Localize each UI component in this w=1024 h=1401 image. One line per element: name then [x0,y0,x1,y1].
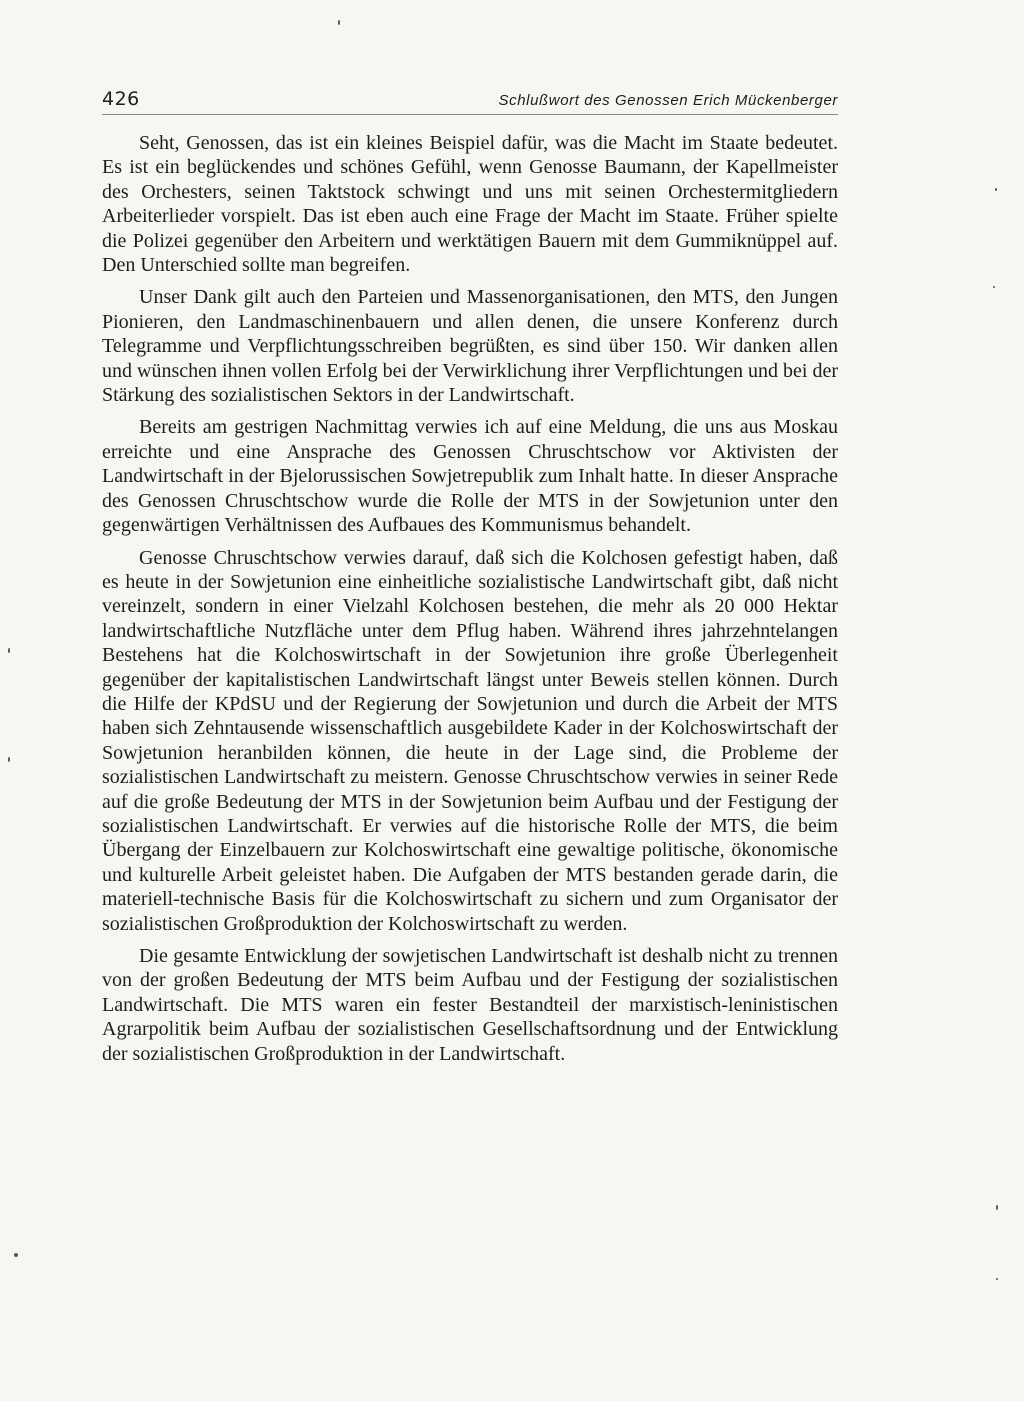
page-number: 426 [102,88,140,110]
paragraph: Genosse Chruschtschow verwies darauf, daß sich die Kolchosen gefestigt haben, daß es heute in der Sowjetunion eine einheitliche sozialistische Landwirtschaft gibt, daß nicht vereinzelt, sondern in einer Vielzahl Kolchosen bestehen, die mehr als 20 000 Hektar landwirtschaftliche Nutzfläche unter dem Pflug haben. Während ihres jahrzehntelangen Bestehens hat die Kolchoswirtschaft in der Sowjetunion ihre große Überlegenheit gegenüber der kapitalistischen Landwirtschaft längst unter Beweis stellen können. Durch die Hilfe der KPdSU und der Regierung der Sowjetunion und durch die Arbeit der MTS haben sich Zehntausende wissenschaftlich ausgebildete Kader in der Kolchoswirtschaft der Sowjetunion heranbilden können, die heute in der Lage sind, die Probleme der sozialistischen Landwirtschaft zu meistern. Genosse Chruschtschow verwies in seiner Rede auf die große Bedeutung der MTS in der Sowjetunion beim Aufbau und der Festigung der sozialistischen Landwirtschaft. Er verwies auf die historische Rolle der MTS, die beim Übergang der Einzelbauern zur Kolchoswirtschaft eine gewaltige politische, ökonomische und kulturelle Arbeit geleistet haben. Die Aufgaben der MTS bestanden gerade darin, die materiell-technische Basis für die Kolchoswirtschaft zu sichern und zum Organisator der sozialistischen Großproduktion der Kolchoswirtschaft zu werden. [102,546,838,935]
page-header [102,88,838,115]
body-text [102,131,838,1066]
paragraph: Die gesamte Entwicklung der sowjetischen Landwirtschaft ist deshalb nicht zu trennen von der großen Bedeutung der MTS beim Aufbau und der Festigung der sozialistischen Landwirtschaft. Die MTS waren ein fester Bestandteil der marxistisch-leninistischen Agrarpolitik beim Aufbau der sozialistischen Gesellschaftsordnung und der Entwicklung der sozialistischen Großproduktion in der Landwirtschaft. [102,945,838,1065]
book-page [102,88,838,1074]
scan-speck [338,20,340,25]
scan-speck [8,648,10,653]
paragraph: Unser Dank gilt auch den Parteien und Massenorganisationen, den MTS, den Jungen Pionieren, den Landmaschinenbauern und allen denen, die unsere Konferenz durch Telegramme und Verpflichtungsschreiben begrüßten, es sind über 150. Wir danken allen und wünschen ihnen vollen Erfolg bei der Verwirklichung ihrer Verpflichtungen und bei der Stärkung des sozialistischen Sektors in der Landwirtschaft. [102,286,838,407]
scan-speck [14,1253,18,1257]
scan-speck [995,188,997,191]
scan-speck [996,1278,998,1280]
scan-speck [8,757,10,762]
scan-speck [993,286,995,288]
running-title: Schlußwort des Genossen Erich Mückenberger [498,92,838,109]
paragraph: Seht, Genossen, das ist ein kleines Beispiel dafür, was die Macht im Staate bedeutet. Es ist ein beglückendes und schönes Gefühl, wenn Genosse Baumann, der Kapellmeister des Orchesters, seinen Taktstock schwingt und uns mit seinen Orchestermitgliedern Arbeiterlieder vorspielt. Das ist eben auch eine Frage der Macht im Staate. Früher spielte die Polizei gegenüber den Arbeitern und werktätigen Bauern mit dem Gummiknüppel auf. Den Unterschied sollte man begreifen. [102,132,838,277]
scan-speck [996,1205,998,1210]
paragraph: Bereits am gestrigen Nachmittag verwies ich auf eine Meldung, die uns aus Moskau erreichte und eine Ansprache des Genossen Chruschtschow vor Aktivisten der Landwirtschaft in der Bjelorussischen Sowjetrepublik zum Inhalt hatte. In dieser Ansprache des Genossen Chruschtschow wurde die Rolle der MTS in der Sowjetunion unter den gegenwärtigen Verhältnissen des Aufbaues des Kommunismus behandelt. [102,416,838,537]
